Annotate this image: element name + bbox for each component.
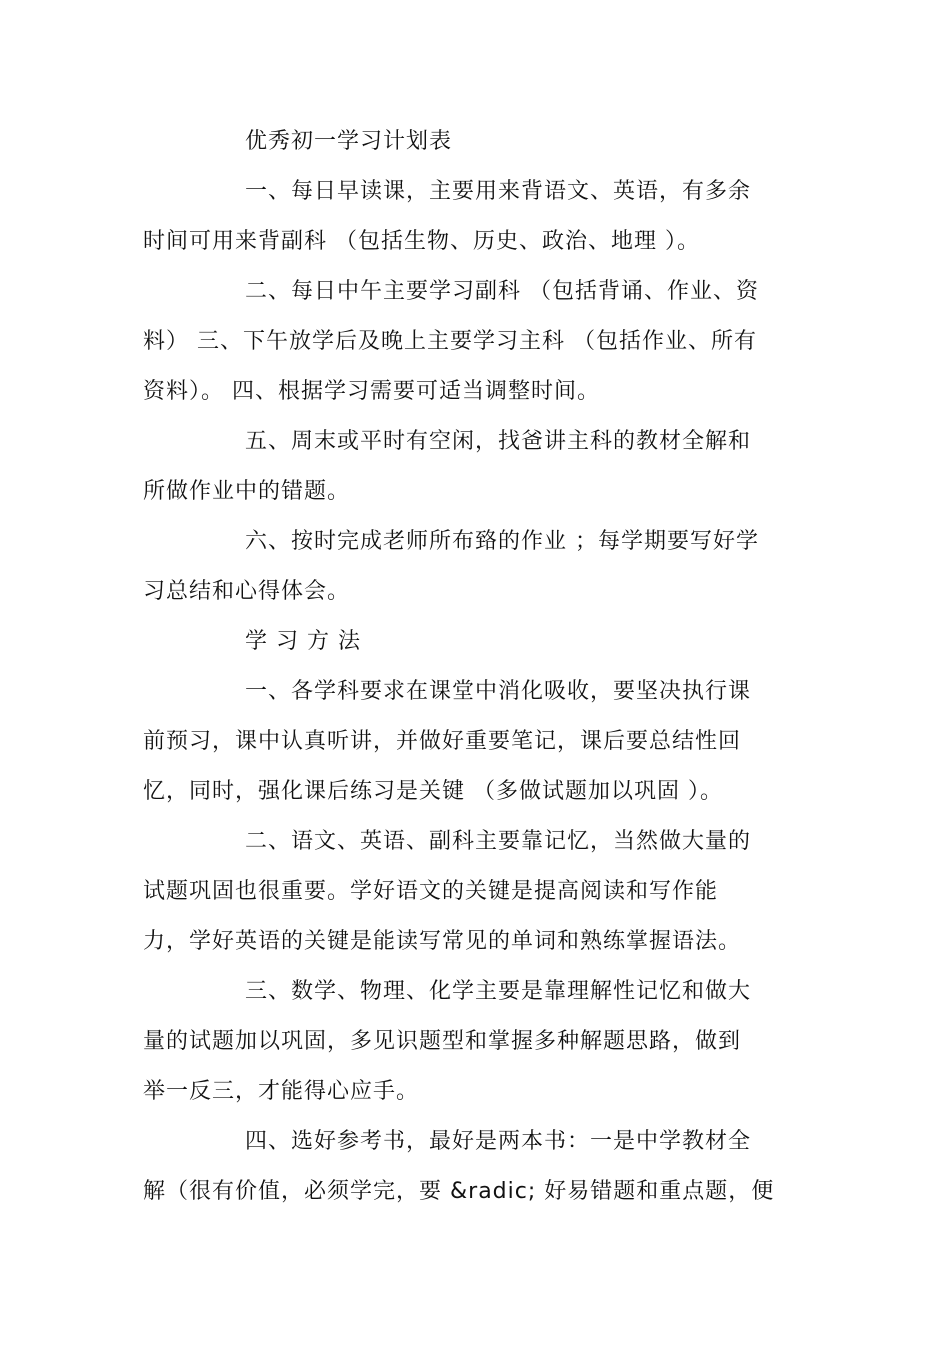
paragraph-line: 六、按时完成老师所布臵的作业 ；每学期要写好学 [245,529,759,554]
section-heading: 学 习 方 法 [245,629,361,654]
paragraph-line: 二、每日中午主要学习副科 （包括背诵、作业、资 [245,279,759,304]
paragraph-line: 时间可用来背副科 （包括生物、历史、政治、地理 ）。 [143,229,700,254]
paragraph-line: 解（很有价值，必须学完，要 &radic; 好易错题和重点题，便 [143,1179,775,1204]
paragraph-line: 试题巩固也很重要。学好语文的关键是提高阅读和写作能 [143,879,719,904]
paragraph-line: 料） 三、下午放学后及晚上主要学习主科 （包括作业、所有 [143,329,757,354]
paragraph-line: 二、语文、英语、副科主要靠记忆，当然做大量的 [245,829,752,854]
paragraph-line: 前预习，课中认真听讲，并做好重要笔记，课后要总结性回 [143,729,742,754]
paragraph-line: 一、每日早读课，主要用来背语文、英语，有多余 [245,179,752,204]
paragraph-line: 资料）。 四、根据学习需要可适当调整时间。 [143,379,600,404]
paragraph-line: 一、各学科要求在课堂中消化吸收，要坚决执行课 [245,679,752,704]
paragraph-line: 忆，同时，强化课后练习是关键 （多做试题加以巩固 ）。 [143,779,723,804]
paragraph-line: 举一反三，才能得心应手。 [143,1079,420,1104]
paragraph-line: 所做作业中的错题。 [143,479,351,504]
paragraph-line: 习总结和心得体会。 [143,579,351,604]
paragraph-line: 力，学好英语的关键是能读写常见的单词和熟练掌握语法。 [143,929,742,954]
paragraph-line: 量的试题加以巩固，多见识题型和掌握多种解题思路，做到 [143,1029,742,1054]
paragraph-line: 五、周末或平时有空闲，找爸讲主科的教材全解和 [245,429,752,454]
paragraph-line: 三、数学、物理、化学主要是靠理解性记忆和做大 [245,979,752,1004]
paragraph-line: 四、选好参考书，最好是两本书：一是中学教材全 [245,1129,752,1154]
document-title: 优秀初一学习计划表 [245,129,453,154]
